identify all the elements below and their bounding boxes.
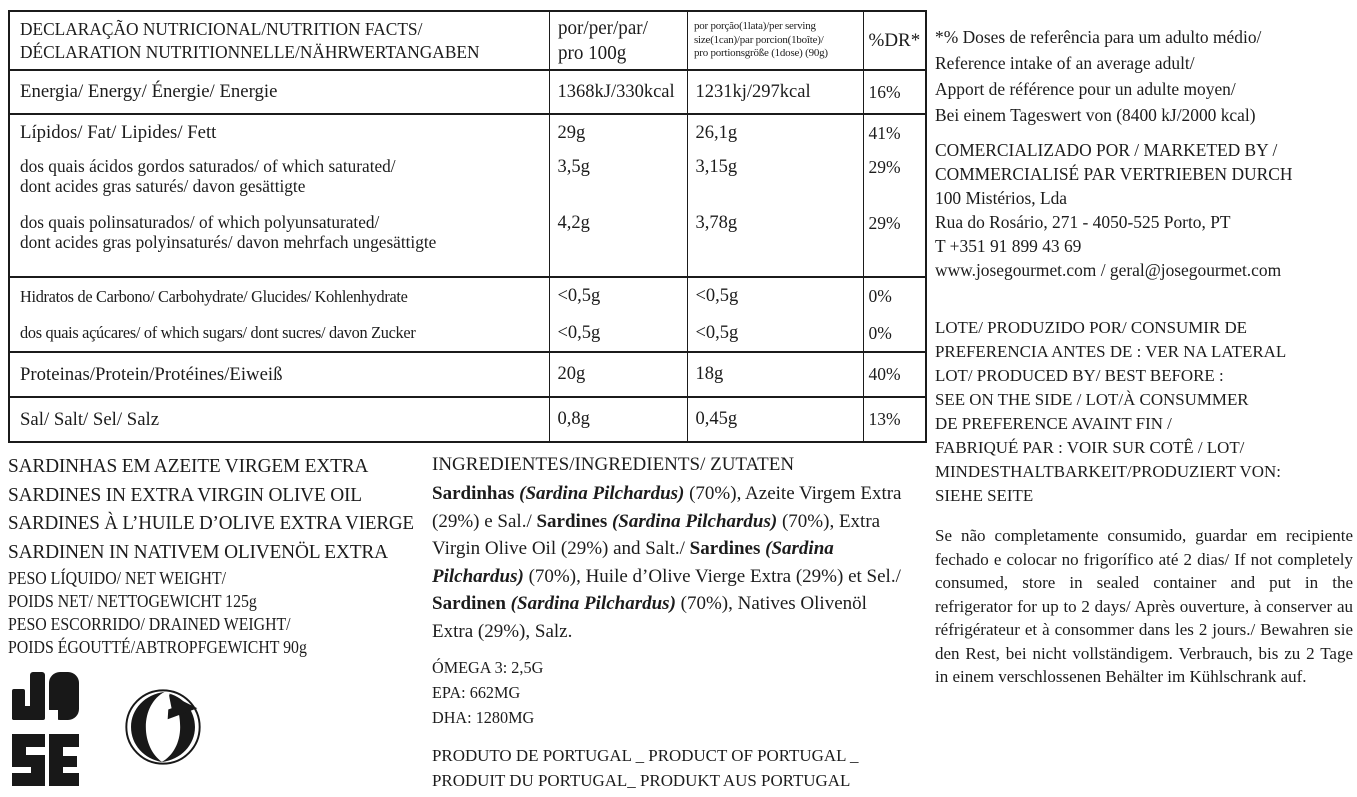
- lot-info-line: LOTE/ PRODUZIDO POR/ CONSUMIR DE: [935, 318, 1248, 337]
- value-per-serving: 18g: [687, 352, 863, 397]
- ingredient-segment: Sardines: [536, 510, 612, 532]
- value-per-100g: 1368kJ/330kcal: [549, 70, 687, 114]
- lot-info-line: DE PREFERENCE AVAINT FIN /: [935, 414, 1172, 433]
- right-column: [935, 24, 1353, 689]
- nutrient-label-cell: [9, 397, 549, 442]
- ingredient-segment: Sardinen: [432, 593, 511, 614]
- marketed-by-line: www.josegourmet.com / geral@josegourmet.com: [935, 260, 1282, 280]
- value-daily-reference: 41%: [863, 114, 926, 151]
- nutrient-row: [9, 352, 926, 397]
- lot-info-line: PREFERENCIA ANTES DE : VER NA LATERAL: [935, 342, 1287, 361]
- ingredient-segment: (70%), Natives Olivenöl Extra (29%), Salz.: [432, 593, 867, 642]
- value-per-100g: 4,2g: [549, 207, 687, 277]
- marketed-by-line: COMERCIALIZADO POR / MARKETED BY /: [935, 140, 1278, 160]
- nutrient-label-cell: [9, 207, 549, 277]
- value-per-serving: <0,5g: [687, 277, 863, 315]
- origin-block: [432, 743, 910, 793]
- nutrient-row: [9, 315, 926, 352]
- omega-line: EPA: 662MG: [432, 683, 521, 702]
- table-title: [9, 11, 549, 70]
- lot-info-block: [935, 316, 1353, 508]
- nutrient-row: [9, 397, 926, 442]
- nutrient-row: [9, 277, 926, 315]
- value-daily-reference: 0%: [863, 315, 926, 352]
- nutrient-label-line: Lípidos/ Fat/ Lipides/ Fett: [20, 122, 217, 143]
- per-serving-header-line: pro portionsgröße (1dose) (90g): [693, 47, 828, 60]
- reference-intake-note: [935, 24, 1353, 128]
- middle-column: [432, 452, 910, 793]
- lot-info-line: SIEHE SEITE: [935, 486, 1034, 505]
- nutrient-row: [9, 151, 926, 207]
- nutrient-row: [9, 207, 926, 277]
- nutrient-label-line: Hidratos de Carbono/ Carbohydrate/ Glucides/ Kohlenhydrate: [20, 286, 408, 306]
- value-per-100g: <0,5g: [549, 277, 687, 315]
- ingredient-segment: (Sardina Pilchardus): [611, 510, 778, 532]
- lot-info-line: FABRIQUÉ PAR : VOIR SUR COTÊ / LOT/: [935, 438, 1245, 457]
- product-name-line: SARDINHAS EM AZEITE VIRGEM EXTRA: [8, 455, 369, 477]
- value-per-100g: 3,5g: [549, 151, 687, 207]
- lot-info-line: LOT/ PRODUCED BY/ BEST BEFORE :: [935, 366, 1224, 385]
- nutrient-label-line: dont acides gras saturés/ davon gesättigte: [20, 176, 306, 196]
- value-daily-reference: 29%: [863, 151, 926, 207]
- per-serving-header-line: por porção(1lata)/per serving: [693, 20, 816, 33]
- value-daily-reference: 16%: [863, 70, 926, 114]
- nutrient-label-line: Sal/ Salt/ Sel/ Salz: [20, 408, 160, 430]
- logo-area: [12, 672, 202, 786]
- origin-line: PRODUIT DU PORTUGAL_ PRODUKT AUS PORTUGAL: [432, 771, 851, 790]
- value-per-serving: <0,5g: [687, 315, 863, 352]
- ingredients-text: [432, 480, 910, 645]
- weight-line: PESO ESCORRIDO/ DRAINED WEIGHT/: [8, 614, 291, 634]
- value-daily-reference: 13%: [863, 397, 926, 442]
- product-name-line: SARDINES IN EXTRA VIRGIN OLIVE OIL: [8, 483, 362, 506]
- ingredient-segment: (70%), Extra Virgin Olive Oil (29%) and Salt./: [432, 510, 881, 559]
- nutrient-label-line: dos quais açúcares/ of which sugars/ dont sucres/ davon Zucker: [20, 323, 416, 342]
- marketed-by-block: [935, 138, 1353, 282]
- value-daily-reference: 40%: [863, 352, 926, 397]
- value-per-serving: 3,78g: [687, 207, 863, 277]
- weight-line: PESO LÍQUIDO/ NET WEIGHT/: [8, 568, 227, 588]
- green-dot-icon: [124, 688, 202, 766]
- nutrient-label-line: Proteinas/Protein/Protéines/Eiweiß: [20, 363, 283, 385]
- ingredient-segment: (Sardina Pilchardus): [510, 593, 676, 614]
- weight-line: POIDS NET/ NETTOGEWICHT 125g: [8, 591, 257, 611]
- nutrient-row: [9, 70, 926, 114]
- col-header-per-100g: [549, 11, 687, 70]
- nutrient-label-line: dont acides gras polyinsaturés/ davon mehrfach ungesättigte: [20, 232, 437, 252]
- ingredient-segment: (70%), Azeite Virgem Extra (29%) e Sal./: [432, 483, 902, 532]
- marketed-by-line: Rua do Rosário, 271 - 4050-525 Porto, PT: [935, 212, 1231, 232]
- reference-intake-line: *% Doses de referência para um adulto médio/: [935, 27, 1262, 47]
- nutrient-label-cell: [9, 277, 549, 315]
- nutrition-table: [8, 10, 927, 443]
- nutrient-label-cell: [9, 315, 549, 352]
- marketed-by-line: COMMERCIALISÉ PAR VERTRIEBEN DURCH: [935, 164, 1293, 184]
- origin-line: PRODUTO DE PORTUGAL _ PRODUCT OF PORTUGAL _: [432, 746, 859, 765]
- value-daily-reference: 29%: [863, 207, 926, 277]
- marketed-by-line: 100 Mistérios, Lda: [935, 188, 1068, 208]
- per-100g-header-line: pro 100g: [557, 42, 626, 64]
- col-header-per-serving: [687, 11, 863, 70]
- lot-info-line: MINDESTHALTBARKEIT/PRODUZIERT VON:: [935, 462, 1281, 481]
- table-title-line: DÉCLARATION NUTRITIONNELLE/NÄHRWERTANGABEN: [20, 41, 480, 62]
- table-title-line: DECLARAÇÃO NUTRICIONAL/NUTRITION FACTS/: [20, 18, 423, 39]
- product-name-block: [8, 452, 438, 566]
- marketed-by-line: T +351 91 899 43 69: [935, 236, 1082, 256]
- value-per-serving: 0,45g: [687, 397, 863, 442]
- ingredient-segment: (Sardina Pilchardus): [519, 483, 685, 504]
- storage-instructions: Se não completamente consumido, guardar em recipiente fechado e colocar no frigorífico até 2 dias/ If not completely consumed, store in sealed container and put in the refrigerator for up to 2 days/ Après ouverture, à conserver au réfrigérateur et à consommer dans les 2 jours./ Bewahren sie den Rest, bei nicht vollständigem. Verbrauch, bis zu 2 Tage in einem verschlossenen Behälter im Kühlschrank auf.: [935, 526, 1353, 686]
- product-name-line: SARDINEN IN NATIVEM OLIVENÖL EXTRA: [8, 540, 388, 563]
- reference-intake-line: Apport de référence pour un adulte moyen/: [935, 79, 1236, 99]
- table-header-row: [9, 11, 926, 70]
- nutrient-label-line: dos quais polinsaturados/ of which polyunsaturated/: [20, 212, 380, 232]
- ingredients-heading: INGREDIENTES/INGREDIENTS/ ZUTATEN: [432, 454, 795, 475]
- value-daily-reference: 0%: [863, 277, 926, 315]
- value-per-100g: <0,5g: [549, 315, 687, 352]
- nutrient-label-line: dos quais ácidos gordos saturados/ of which saturated/: [20, 156, 396, 176]
- nutrient-label-line: Energia/ Energy/ Énergie/ Energie: [20, 81, 278, 102]
- ingredient-segment: (70%), Huile d’Olive Vierge Extra (29%) et Sel./: [523, 565, 901, 587]
- ingredient-segment: Sardines: [689, 538, 766, 559]
- omega-line: ÓMEGA 3: 2,5G: [432, 658, 544, 677]
- lot-info-line: SEE ON THE SIDE / LOT/À CONSUMMER: [935, 390, 1249, 409]
- ingredient-segment: (Sardina Pilchardus): [432, 538, 834, 587]
- value-per-serving: 3,15g: [687, 151, 863, 207]
- nutrient-label-cell: [9, 114, 549, 151]
- reference-intake-line: Reference intake of an average adult/: [935, 53, 1195, 73]
- product-name-line: SARDINES À L’HUILE D’OLIVE EXTRA VIERGE: [8, 512, 414, 534]
- value-per-100g: 0,8g: [549, 397, 687, 442]
- omega-block: [432, 655, 910, 730]
- ingredient-segment: Sardinhas: [432, 483, 520, 504]
- nutrient-row: [9, 114, 926, 151]
- per-serving-header-line: size(1can)/par porcion(1boîte)/: [693, 33, 824, 46]
- nutrient-label-cell: [9, 352, 549, 397]
- col-header-daily-reference: %DR*: [863, 11, 926, 70]
- omega-line: DHA: 1280MG: [432, 708, 535, 727]
- jose-brand-logo: [12, 672, 80, 786]
- value-per-serving: 1231kj/297kcal: [687, 70, 863, 114]
- value-per-serving: 26,1g: [687, 114, 863, 151]
- per-100g-header-line: por/per/par/: [557, 17, 648, 39]
- reference-intake-line: Bei einem Tageswert von (8400 kJ/2000 kcal): [935, 105, 1256, 125]
- value-per-100g: 20g: [549, 352, 687, 397]
- weight-line: POIDS ÉGOUTTÉ/ABTROPFGEWICHT 90g: [8, 637, 307, 657]
- weights-block: [8, 567, 428, 659]
- nutrient-label-cell: [9, 151, 549, 207]
- value-per-100g: 29g: [549, 114, 687, 151]
- nutrient-label-cell: [9, 70, 549, 114]
- nutrition-table-body: [9, 70, 926, 442]
